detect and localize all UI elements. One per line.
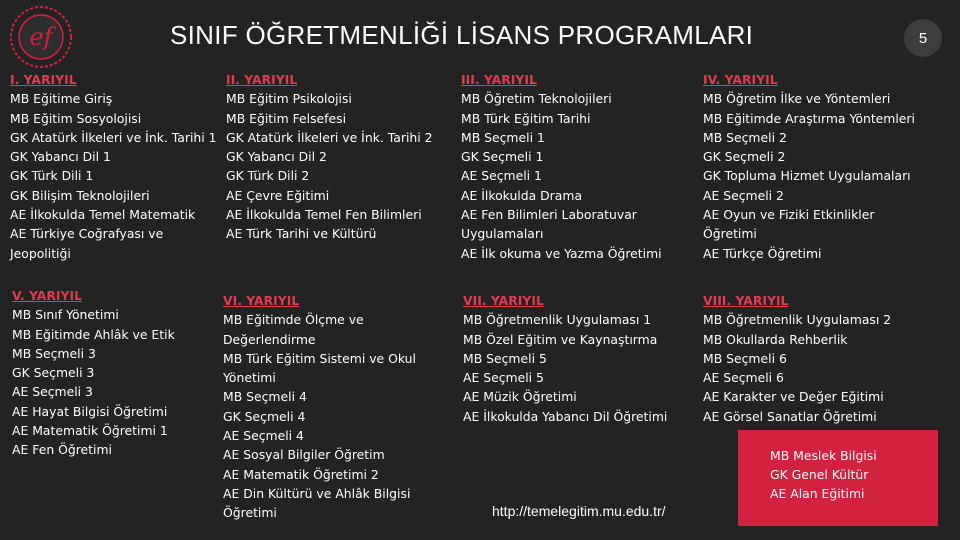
course-item: MB Eğitim Psikolojisi	[226, 91, 352, 107]
course-item: AE Oyun ve Fiziki Etkinlikler Öğretimi	[703, 207, 875, 242]
course-item: AE İlkokulda Temel Fen Bilimleri	[226, 207, 422, 223]
course-item: MB Eğitimde Ölçme ve Değerlendirme	[223, 312, 364, 347]
semester-7-column	[463, 291, 693, 426]
course-item: AE Matematik Öğretimi 2	[223, 466, 379, 482]
website-link[interactable]: http://temelegitim.mu.edu.tr/	[492, 503, 666, 519]
course-item: GK Atatürk İlkeleri ve İnk. Tarihi 1	[10, 129, 217, 145]
legend-item-gk: GK Genel Kültür	[770, 467, 869, 482]
course-item: AE Türkiye Coğrafyası ve Jeopolitiği	[10, 226, 164, 261]
semester-2-column	[226, 70, 451, 244]
course-item: GK Topluma Hizmet Uygulamaları	[703, 168, 911, 184]
course-item: AE Seçmeli 1	[461, 168, 542, 184]
course-item: GK Türk Dili 2	[226, 168, 310, 184]
faculty-logo-icon	[8, 4, 74, 70]
course-item: AE Sosyal Bilgiler Öğretim	[223, 447, 385, 463]
course-item: MB Okullarda Rehberlik	[703, 331, 848, 347]
course-item: MB Türk Eğitim Sistemi ve Okul Yönetimi	[223, 350, 416, 386]
course-item: MB Seçmeli 4	[223, 389, 307, 405]
course-item: AE Seçmeli 6	[703, 370, 784, 386]
course-item: AE Karakter ve Değer Eğitimi	[703, 389, 884, 405]
semester-1-heading: I. YARIYIL	[10, 72, 77, 87]
course-item: GK Seçmeli 3	[12, 365, 95, 381]
course-item: GK Yabancı Dil 2	[226, 149, 327, 165]
page-number-badge: 5	[904, 19, 942, 57]
course-item: AE Seçmeli 2	[703, 187, 784, 203]
legend-item-mb: MB Meslek Bilgisi	[770, 448, 877, 463]
semester-5-column	[12, 286, 212, 460]
semester-1-column	[10, 70, 215, 263]
semester-5-heading: V. YARIYIL	[12, 288, 83, 303]
course-item: AE İlkokulda Temel Matematik	[10, 207, 196, 223]
course-item: MB Eğitime Giriş	[10, 91, 113, 107]
course-item: AE Görsel Sanatlar Öğretimi	[703, 408, 877, 424]
course-item: AE Fen Bilimleri Laboratuvar Uygulamaları	[461, 207, 637, 242]
semester-3-heading: III. YARIYIL	[461, 72, 537, 87]
course-item: AE Seçmeli 5	[463, 370, 544, 386]
course-item: GK Bilişim Teknolojileri	[10, 187, 150, 203]
course-item: GK Seçmeli 4	[223, 408, 306, 424]
course-item: MB Seçmeli 1	[461, 129, 545, 145]
semester-7-heading: VII. YARIYIL	[463, 293, 544, 308]
course-item: MB Öğretim Teknolojileri	[461, 91, 612, 107]
course-item: AE Matematik Öğretimi 1	[12, 423, 168, 439]
course-item: MB Öğretmenlik Uygulaması 1	[463, 312, 652, 328]
semester-8-column	[703, 291, 943, 426]
course-item: MB Eğitimde Ahlâk ve Etik	[12, 326, 175, 342]
course-item: AE Müzik Öğretimi	[463, 389, 577, 405]
course-item: MB Seçmeli 6	[703, 350, 787, 366]
course-item: MB Seçmeli 5	[463, 350, 547, 366]
course-item: AE Din Kültürü ve Ahlâk Bilgisi Öğretimi	[223, 485, 411, 521]
course-item: AE Fen Öğretimi	[12, 442, 112, 458]
legend-box	[738, 430, 938, 526]
course-item: MB Eğitim Felsefesi	[226, 110, 347, 126]
semester-6-column	[223, 291, 438, 523]
course-item: MB Eğitim Sosyolojisi	[10, 110, 142, 126]
course-item: AE Hayat Bilgisi Öğretimi	[12, 403, 168, 419]
svg-text:ef: ef	[29, 23, 53, 51]
course-item: AE Seçmeli 4	[223, 428, 304, 444]
course-item: GK Seçmeli 2	[703, 149, 786, 165]
semester-3-column	[461, 70, 691, 263]
course-item: MB Türk Eğitim Tarihi	[461, 110, 591, 126]
course-item: AE Türk Tarihi ve Kültürü	[226, 226, 377, 242]
course-item: MB Sınıf Yönetimi	[12, 307, 119, 323]
course-item: MB Özel Eğitim ve Kaynaştırma	[463, 331, 658, 347]
course-item: MB Eğitimde Araştırma Yöntemleri	[703, 110, 915, 126]
legend-item-ae: AE Alan Eğitimi	[770, 486, 865, 501]
course-item: MB Seçmeli 3	[12, 345, 96, 361]
course-item: AE Türkçe Öğretimi	[703, 245, 822, 261]
course-item: AE Seçmeli 3	[12, 384, 93, 400]
course-item: GK Yabancı Dil 1	[10, 149, 111, 165]
course-item: AE İlkokulda Yabancı Dil Öğretimi	[463, 408, 668, 424]
course-item: MB Öğretim İlke ve Yöntemleri	[703, 91, 891, 107]
course-item: GK Türk Dili 1	[10, 168, 94, 184]
semester-4-column	[703, 70, 943, 263]
course-item: GK Atatürk İlkeleri ve İnk. Tarihi 2	[226, 129, 433, 145]
course-item: AE İlk okuma ve Yazma Öğretimi	[461, 245, 662, 261]
semester-6-heading: VI. YARIYIL	[223, 293, 300, 308]
slide-title: SINIF ÖĞRETMENLİĞİ LİSANS PROGRAMLARI	[170, 20, 754, 50]
course-item: MB Seçmeli 2	[703, 129, 787, 145]
course-item: AE Çevre Eğitimi	[226, 187, 330, 203]
semester-8-heading: VIII. YARIYIL	[703, 293, 789, 308]
course-item: GK Seçmeli 1	[461, 149, 544, 165]
course-item: MB Öğretmenlik Uygulaması 2	[703, 312, 892, 328]
semester-2-heading: II. YARIYIL	[226, 72, 298, 87]
semester-4-heading: IV. YARIYIL	[703, 72, 778, 87]
course-item: AE İlkokulda Drama	[461, 187, 583, 203]
